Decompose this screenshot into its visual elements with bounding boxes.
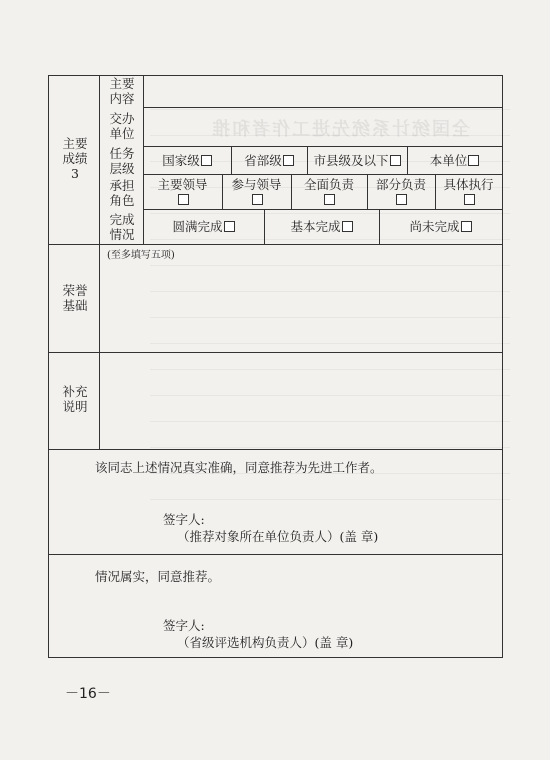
level-option-own-unit[interactable]: 本单位 xyxy=(407,153,502,168)
checkbox[interactable] xyxy=(201,155,212,166)
level-option-provincial[interactable]: 省部级 xyxy=(231,153,307,168)
checkbox[interactable] xyxy=(178,194,189,205)
checkbox[interactable] xyxy=(224,221,235,232)
provincial-signer-label: 签字人: xyxy=(163,618,205,633)
checkbox[interactable] xyxy=(390,155,401,166)
checkbox[interactable] xyxy=(342,221,353,232)
row-label-level: 任务 层级 xyxy=(109,146,135,176)
recommendation-signer-role: （推荐对象所在单位负责人）(盖 章) xyxy=(177,529,379,544)
row-label-role: 承担 角色 xyxy=(109,178,135,208)
completion-option-incomplete[interactable]: 尚未完成 xyxy=(379,219,502,234)
checkbox[interactable] xyxy=(464,194,475,205)
checkbox[interactable] xyxy=(396,194,407,205)
role-option-participating-leader[interactable]: 参与领导 xyxy=(222,177,291,207)
row-label-unit: 交办 单位 xyxy=(109,111,135,141)
role-option-partly-responsible[interactable]: 部分负责 xyxy=(367,177,435,207)
honors-label: 荣誉 基础 xyxy=(62,283,88,313)
provincial-statement: 情况属实，同意推荐。 xyxy=(95,569,221,584)
checkbox[interactable] xyxy=(324,194,335,205)
level-option-national[interactable]: 国家级 xyxy=(143,153,231,168)
role-option-fully-responsible[interactable]: 全面负责 xyxy=(291,177,367,207)
completion-option-full[interactable]: 圆满完成 xyxy=(143,219,264,234)
level-option-city-county[interactable]: 市县级及以下 xyxy=(307,153,407,168)
recommendation-signer-label: 签字人: xyxy=(163,512,205,527)
checkbox[interactable] xyxy=(252,194,263,205)
role-option-executor[interactable]: 具体执行 xyxy=(435,177,502,207)
supplement-label: 补充 说明 xyxy=(62,384,88,414)
page-number: －16－ xyxy=(65,686,111,702)
row-label-content: 主要 内容 xyxy=(109,76,135,106)
checkbox[interactable] xyxy=(283,155,294,166)
recommendation-statement: 该同志上述情况真实准确，同意推荐为先进工作者。 xyxy=(95,460,383,475)
completion-option-basic[interactable]: 基本完成 xyxy=(264,219,379,234)
role-option-main-leader[interactable]: 主要领导 xyxy=(143,177,222,207)
main-results-label: 主要 成绩 3 xyxy=(62,136,88,181)
bleed-through-text: 全国统计系统先进工作者和推 xyxy=(210,119,470,140)
nomination-form-table xyxy=(48,75,503,658)
row-label-completion: 完成 情况 xyxy=(109,212,135,242)
checkbox[interactable] xyxy=(468,155,479,166)
honors-note: (至多填写五项) xyxy=(107,250,175,261)
provincial-signer-role: （省级评选机构负责人）(盖 章) xyxy=(177,635,354,650)
checkbox[interactable] xyxy=(461,221,472,232)
